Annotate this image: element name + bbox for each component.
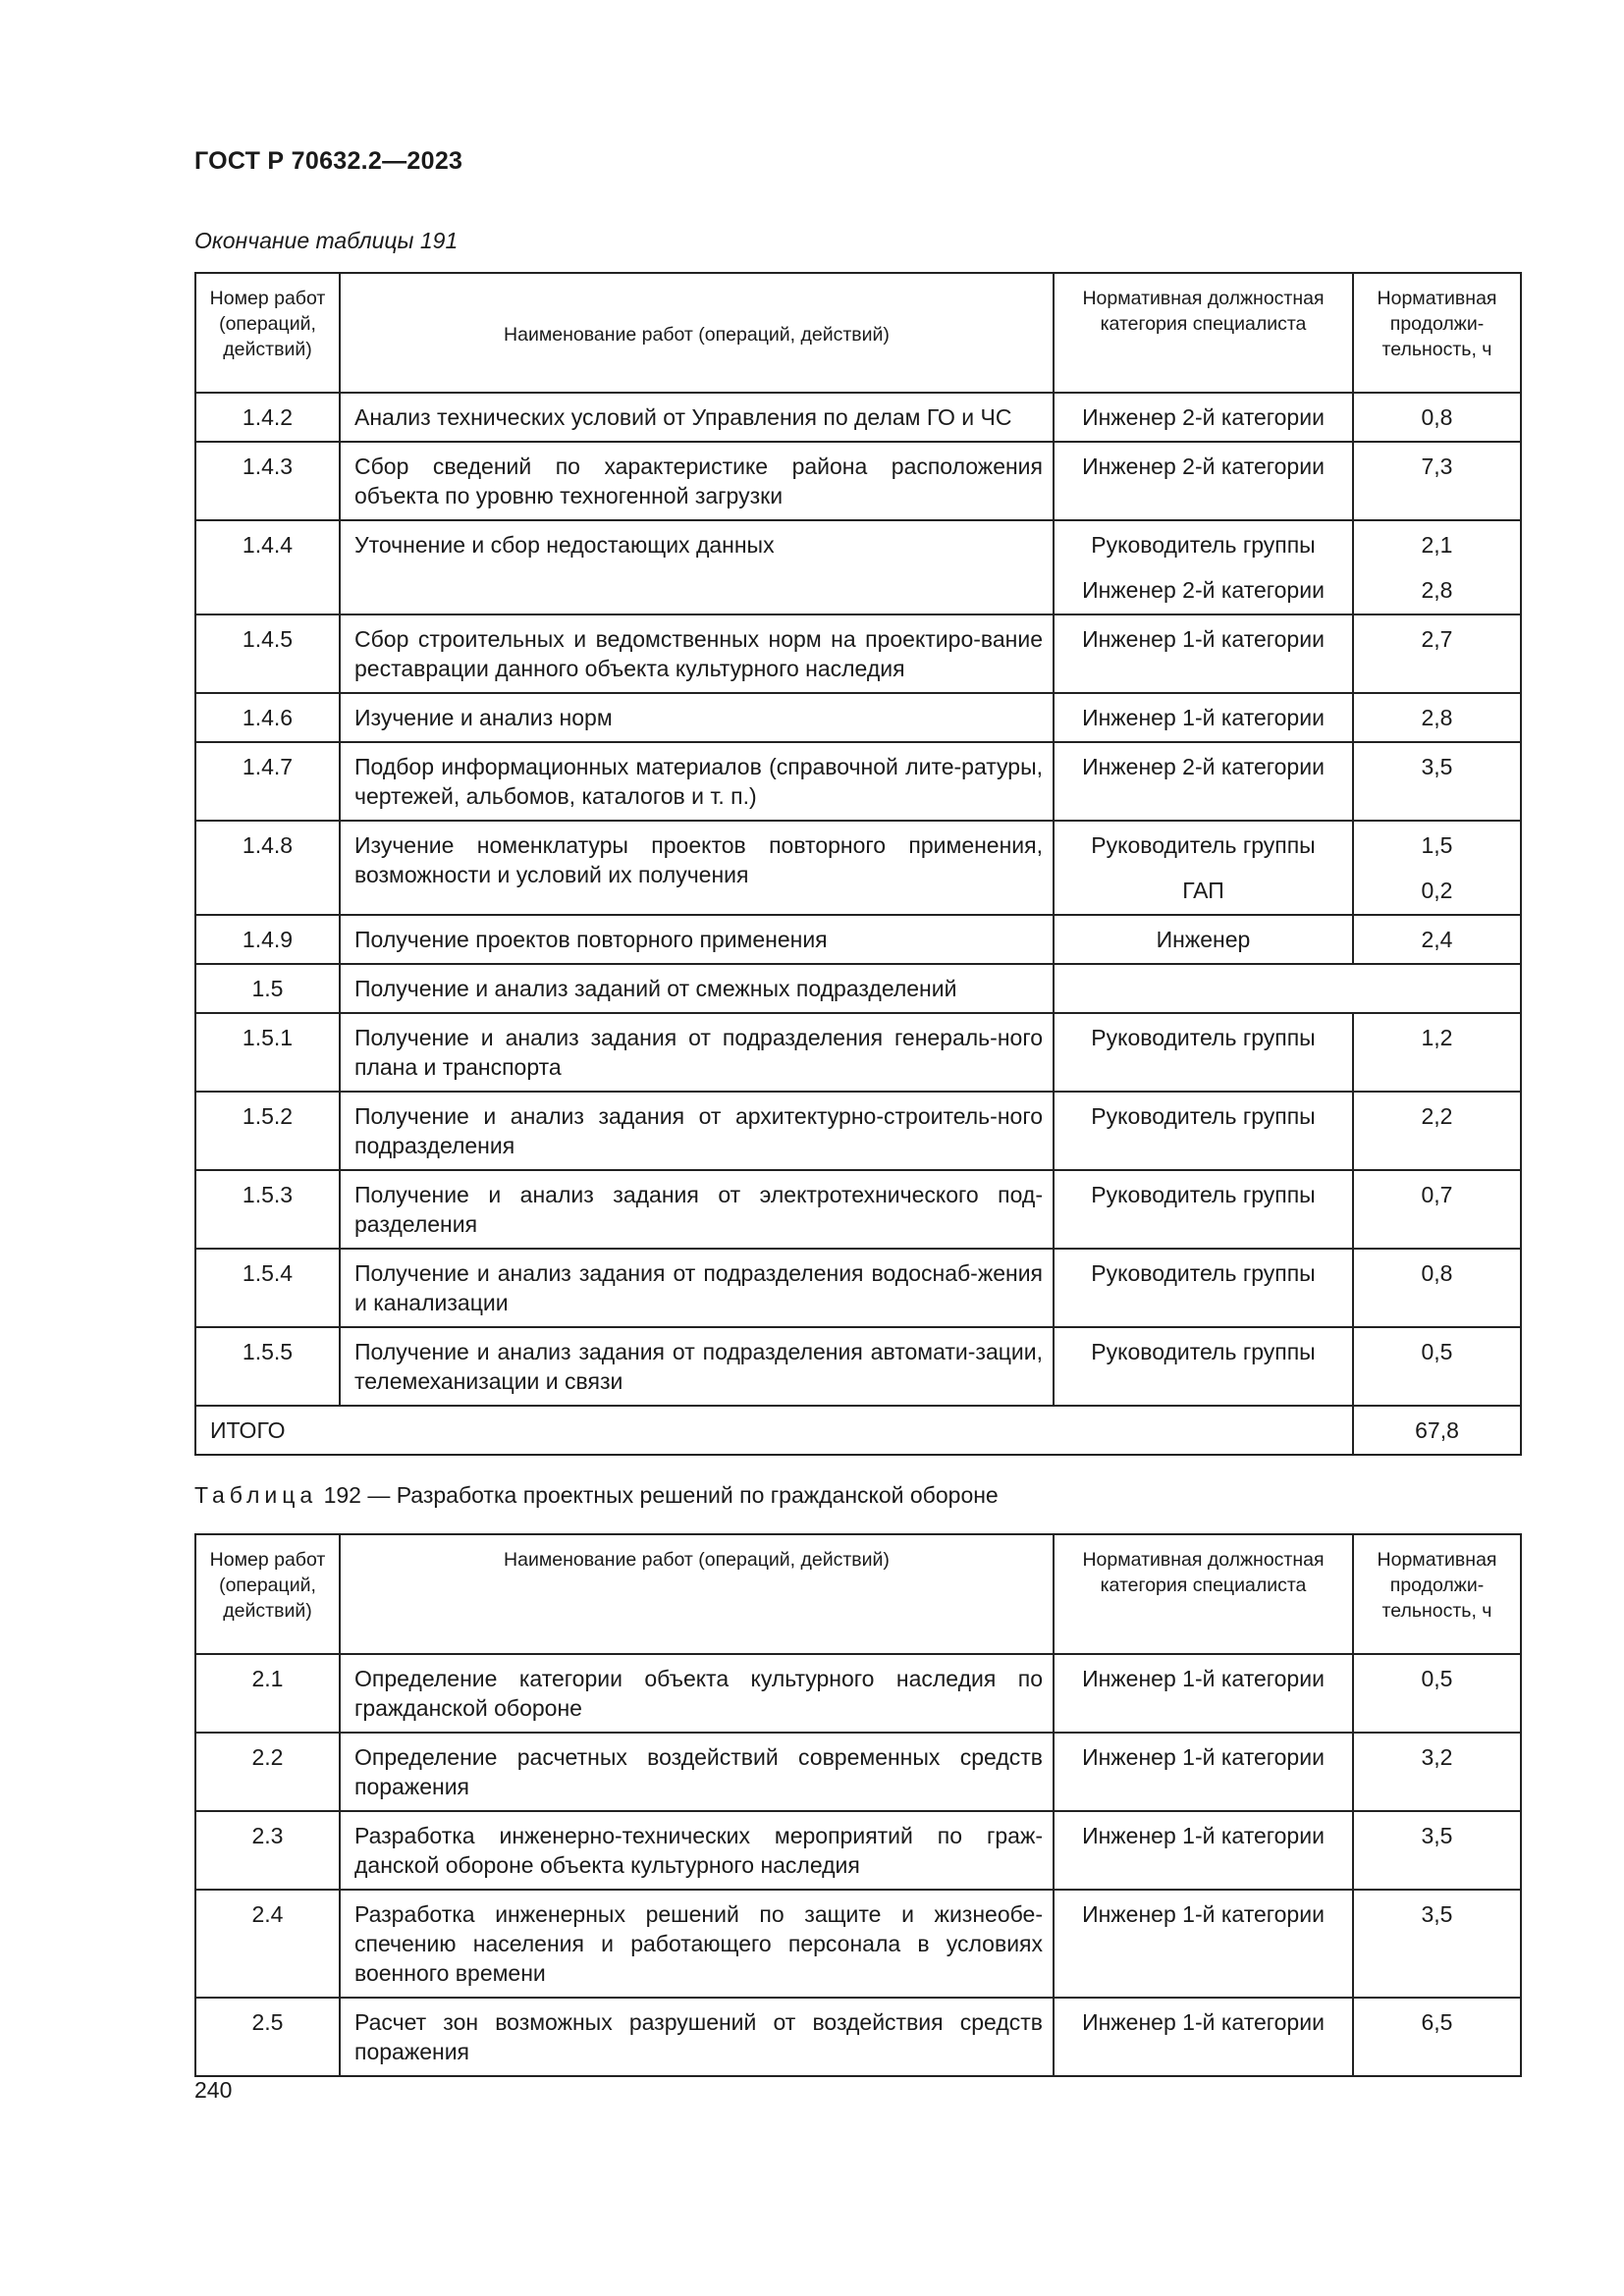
table-191 <box>194 272 1522 1456</box>
row-name: Получение и анализ задания от подразделения водоснаб-жения и канализации <box>340 1249 1054 1327</box>
row-name: Получение проектов повторного применения <box>340 915 1054 964</box>
row-duration: 2,2 <box>1353 1092 1521 1170</box>
row-duration-line: 0,2 <box>1421 878 1453 903</box>
row-number: 1.5.3 <box>195 1170 340 1249</box>
table-row <box>195 1092 1521 1170</box>
row-category: Инженер 1-й категории <box>1054 1998 1353 2076</box>
row-name: Получение и анализ задания от подразделения генераль-ного плана и транспорта <box>340 1013 1054 1092</box>
row-number: 1.4.2 <box>195 393 340 442</box>
row-name: Изучение и анализ норм <box>340 693 1054 742</box>
row-duration-line: 2,1 <box>1421 532 1453 558</box>
row-duration: 0,7 <box>1353 1170 1521 1249</box>
row-name: Сбор строительных и ведомственных норм на проектиро-вание реставрации данного объекта культурного наследия <box>340 614 1054 693</box>
row-category-line: Инженер 2-й категории <box>1082 577 1325 603</box>
row-number: 1.4.9 <box>195 915 340 964</box>
row-number: 1.5.1 <box>195 1013 340 1092</box>
col-header-category: Нормативная должностная категория специалиста <box>1054 1534 1353 1654</box>
row-number: 1.5.4 <box>195 1249 340 1327</box>
table-row <box>195 614 1521 693</box>
row-duration: 0,5 <box>1353 1327 1521 1406</box>
row-duration-multi <box>1353 520 1521 614</box>
total-value: 67,8 <box>1353 1406 1521 1455</box>
row-duration: 3,5 <box>1353 1811 1521 1890</box>
row-category: Инженер 2-й категории <box>1054 393 1353 442</box>
row-duration: 0,8 <box>1353 393 1521 442</box>
row-name: Сбор сведений по характеристике района расположения объекта по уровню техногенной загрузки <box>340 442 1054 520</box>
row-number: 1.5 <box>195 964 340 1013</box>
row-duration: 3,2 <box>1353 1733 1521 1811</box>
col-header-category: Нормативная должностная категория специалиста <box>1054 273 1353 393</box>
row-category-multi <box>1054 520 1353 614</box>
row-name: Получение и анализ заданий от смежных подразделений <box>340 964 1054 1013</box>
table-row <box>195 1249 1521 1327</box>
col-header-num: Номер работ (операций, действий) <box>195 1534 340 1654</box>
row-empty-merged <box>1054 964 1521 1013</box>
table-192-caption-title: 192 — Разработка проектных решений по гражданской обороне <box>323 1482 999 1508</box>
row-name: Получение и анализ задания от подразделения автомати-зации, телемеханизации и связи <box>340 1327 1054 1406</box>
row-duration: 2,7 <box>1353 614 1521 693</box>
row-category: Руководитель группы <box>1054 1013 1353 1092</box>
table-row <box>195 1327 1521 1406</box>
col-header-num: Номер работ (операций, действий) <box>195 273 340 393</box>
table-row <box>195 1733 1521 1811</box>
row-name: Получение и анализ задания от электротехнического под-разделения <box>340 1170 1054 1249</box>
row-category: Руководитель группы <box>1054 1170 1353 1249</box>
row-name: Разработка инженерно-технических мероприятий по граж-данской обороне объекта культурного наследия <box>340 1811 1054 1890</box>
col-header-name: Наименование работ (операций, действий) <box>340 1534 1054 1654</box>
table-row <box>195 1890 1521 1998</box>
table-row <box>195 442 1521 520</box>
row-name: Изучение номенклатуры проектов повторного применения, возможности и условий их получения <box>340 821 1054 915</box>
table-header-row <box>195 273 1521 393</box>
table-row <box>195 821 1521 915</box>
row-category: Руководитель группы <box>1054 1092 1353 1170</box>
row-duration: 3,5 <box>1353 742 1521 821</box>
table-row <box>195 1811 1521 1890</box>
col-header-duration: Нормативная продолжи-тельность, ч <box>1353 1534 1521 1654</box>
row-category: Инженер 1-й категории <box>1054 1733 1353 1811</box>
table-section-row <box>195 964 1521 1013</box>
row-number: 1.4.3 <box>195 442 340 520</box>
row-name: Определение расчетных воздействий современных средств поражения <box>340 1733 1054 1811</box>
row-number: 1.4.5 <box>195 614 340 693</box>
table-191-continuation-caption: Окончание таблицы 191 <box>194 228 459 253</box>
table-row <box>195 1654 1521 1733</box>
row-category: Инженер 2-й категории <box>1054 442 1353 520</box>
table-192 <box>194 1533 1522 2077</box>
row-category: Инженер 1-й категории <box>1054 1890 1353 1998</box>
row-number: 2.1 <box>195 1654 340 1733</box>
table-192-caption-prefix: Таблица <box>194 1482 318 1508</box>
table-row <box>195 1998 1521 2076</box>
row-name: Анализ технических условий от Управления по делам ГО и ЧС <box>340 393 1054 442</box>
row-duration: 3,5 <box>1353 1890 1521 1998</box>
table-row <box>195 1170 1521 1249</box>
row-number: 1.5.5 <box>195 1327 340 1406</box>
standard-title: ГОСТ Р 70632.2—2023 <box>194 147 463 175</box>
table-row <box>195 1013 1521 1092</box>
total-label: ИТОГО <box>195 1406 1353 1455</box>
row-number: 2.5 <box>195 1998 340 2076</box>
row-number: 1.4.7 <box>195 742 340 821</box>
row-name: Уточнение и сбор недостающих данных <box>340 520 1054 614</box>
row-name: Определение категории объекта культурного наследия по гражданской обороне <box>340 1654 1054 1733</box>
col-header-duration: Нормативная продолжи-тельность, ч <box>1353 273 1521 393</box>
row-category-line: Руководитель группы <box>1091 532 1316 558</box>
table-row <box>195 742 1521 821</box>
row-category: Руководитель группы <box>1054 1327 1353 1406</box>
table-row <box>195 693 1521 742</box>
row-number: 1.5.2 <box>195 1092 340 1170</box>
row-number: 2.2 <box>195 1733 340 1811</box>
row-duration: 2,8 <box>1353 693 1521 742</box>
row-number: 1.4.8 <box>195 821 340 915</box>
table-row <box>195 520 1521 614</box>
row-category: Инженер 2-й категории <box>1054 742 1353 821</box>
row-duration-multi <box>1353 821 1521 915</box>
row-category-line: Руководитель группы <box>1091 832 1316 858</box>
row-name: Подбор информационных материалов (справочной лите-ратуры, чертежей, альбомов, каталогов и т. п.) <box>340 742 1054 821</box>
row-name: Расчет зон возможных разрушений от воздействия средств поражения <box>340 1998 1054 2076</box>
row-number: 2.4 <box>195 1890 340 1998</box>
row-category: Инженер <box>1054 915 1353 964</box>
row-duration: 6,5 <box>1353 1998 1521 2076</box>
row-category: Инженер 1-й категории <box>1054 1654 1353 1733</box>
row-duration: 0,5 <box>1353 1654 1521 1733</box>
row-category: Руководитель группы <box>1054 1249 1353 1327</box>
row-category: Инженер 1-й категории <box>1054 614 1353 693</box>
row-duration: 2,4 <box>1353 915 1521 964</box>
row-number: 1.4.6 <box>195 693 340 742</box>
row-duration: 7,3 <box>1353 442 1521 520</box>
table-row <box>195 393 1521 442</box>
row-duration-line: 1,5 <box>1421 832 1453 858</box>
row-number: 2.3 <box>195 1811 340 1890</box>
row-category-multi <box>1054 821 1353 915</box>
row-name: Получение и анализ задания от архитектурно-строитель-ного подразделения <box>340 1092 1054 1170</box>
page-number: 240 <box>194 2077 233 2103</box>
row-category: Инженер 1-й категории <box>1054 1811 1353 1890</box>
row-category-line: ГАП <box>1182 878 1224 903</box>
row-duration: 1,2 <box>1353 1013 1521 1092</box>
table-total-row <box>195 1406 1521 1455</box>
table-header-row <box>195 1534 1521 1654</box>
col-header-name: Наименование работ (операций, действий) <box>340 273 1054 393</box>
row-name: Разработка инженерных решений по защите и жизнеобе-спечению населения и работающего персонала в условиях военного времени <box>340 1890 1054 1998</box>
table-row <box>195 915 1521 964</box>
row-duration: 0,8 <box>1353 1249 1521 1327</box>
row-duration-line: 2,8 <box>1421 577 1453 603</box>
row-number: 1.4.4 <box>195 520 340 614</box>
table-192-caption <box>194 1482 999 1509</box>
row-category: Инженер 1-й категории <box>1054 693 1353 742</box>
